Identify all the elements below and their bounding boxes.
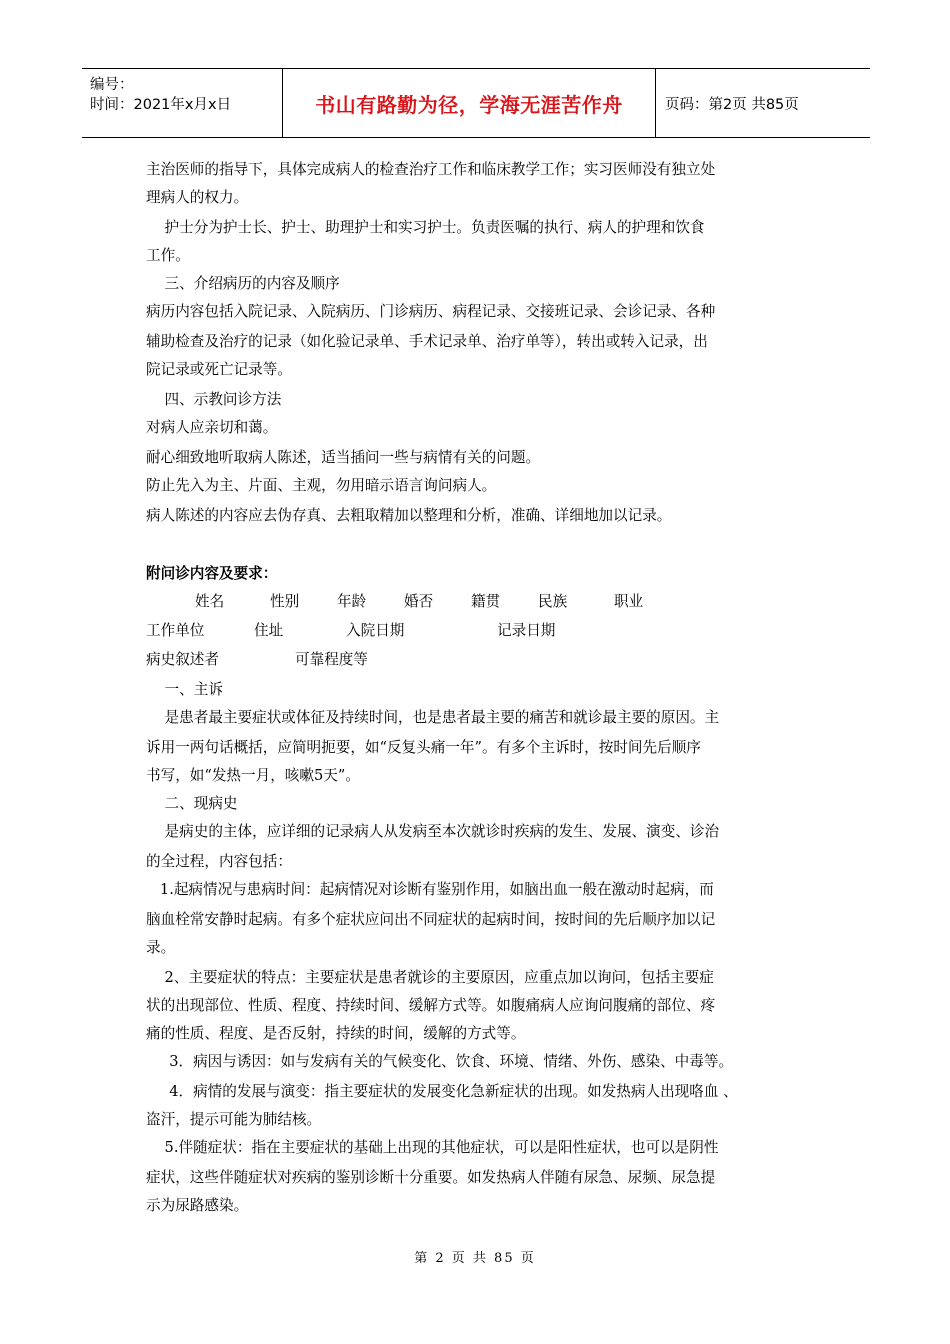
text-line: 理病人的权力。 [146,189,249,206]
text-line: 症状，这些伴随症状对疾病的鉴别诊断十分重要。如发热病人伴随有尿急、尿频、尿急提 [146,1169,716,1186]
text-line: 耐心细致地听取病人陈述，适当插问一些与病情有关的问题。 [146,449,541,466]
text-line: 盗汗，提示可能为肺结核。 [146,1111,322,1128]
field-label: 住址 [254,622,284,639]
text-line: 对病人应亲切和蔼。 [146,419,278,436]
text-line: 示为尿路感染。 [146,1197,249,1214]
field-label: 可靠程度等 [295,651,368,668]
section-heading: 四、示教问诊方法 [146,391,282,408]
header-page-cell [655,69,870,137]
text-line: 院记录或死亡记录等。 [146,361,292,378]
text-line: 3．病因与诱因：如与发病有关的气候变化、饮食、环境、情绪、外伤、感染、中毒等。 [146,1053,734,1070]
time-label: 时间：2021年x月x日 [90,97,232,113]
field-label: 入院日期 [346,622,405,639]
text-line: 1.起病情况与患病时间：起病情况对诊断有鉴别作用，如脑出血一般在激动时起病，而 [146,881,714,898]
text-line: 是病史的主体，应详细的记录病人从发病至本次就诊时疾病的发生、发展、演变、诊治 [146,823,720,840]
header-meta [82,69,282,137]
text-line: 防止先入为主、片面、主观，勿用暗示语言询问病人。 [146,477,497,494]
field-label: 职业 [614,593,644,610]
text-line: 痛的性质、程度、是否反射，持续的时间，缓解的方式等。 [146,1025,526,1042]
text-line: 4．病情的发展与演变：指主要症状的发展变化急新症状的出现。如发热病人出现咯血 、 [146,1083,738,1100]
text-line: 录。 [146,939,176,956]
text-line: 是患者最主要症状或体征及持续时间，也是患者最主要的痛苦和就诊最主要的原因。主 [146,709,720,726]
field-label: 籍贯 [471,593,501,610]
field-label: 工作单位 [146,622,205,639]
header-motto-cell [282,69,656,137]
text-line: 主治医师的指导下，具体完成病人的检查治疗工作和临床教学工作；实习医师没有独立处 [146,161,716,178]
text-line: 脑血栓常安静时起病。有多个症状应问出不同症状的起病时间，按时间的先后顺序加以记 [146,911,716,928]
appendix-title: 附问诊内容及要求： [146,565,278,582]
text-line: 的全过程，内容包括： [146,853,292,870]
text-line: 工作。 [146,247,190,264]
field-label: 婚否 [404,593,434,610]
text-line: 护士分为护士长、护士、助理护士和实习护士。负责医嘱的执行、病人的护理和饮食 [146,219,705,236]
section-heading: 二、现病史 [146,795,238,812]
text-line: 状的出现部位、性质、程度、持续时间、缓解方式等。如腹痛病人应询问腹痛的部位、疼 [146,997,716,1014]
section-heading: 三、介绍病历的内容及顺序 [146,275,340,292]
text-line: 辅助检查及治疗的记录（如化验记录单、手术记录单、治疗单等），转出或转入记录，出 [146,333,708,350]
text-line: 5.伴随症状：指在主要症状的基础上出现的其他症状，可以是阳性症状，也可以是阴性 [146,1139,719,1156]
text-line: 病历内容包括入院记录、入院病历、门诊病历、病程记录、交接班记录、会诊记录、各种 [146,303,716,320]
text-line: 2、主要症状的特点：主要症状是患者就诊的主要原因，应重点加以询问，包括主要症 [146,969,714,986]
page-header [82,68,870,138]
text-line: 诉用一两句话概括，应简明扼要，如“反复头痛一年”。有多个主诉时，按时间先后顺序 [146,739,701,756]
field-label: 姓名 [195,593,225,610]
field-label: 记录日期 [497,622,556,639]
motto: 书山有路勤为径，学海无涯苦作舟 [315,92,623,117]
page-label: 页码：第2页 共85页 [665,96,799,113]
field-label: 民族 [538,593,568,610]
field-label: 病史叙述者 [146,651,219,668]
field-label: 年龄 [337,593,367,610]
section-heading: 一、主诉 [146,681,223,698]
field-label: 性别 [270,593,300,610]
text-line: 病人陈述的内容应去伪存真、去粗取精加以整理和分析，准确、详细地加以记录。 [146,507,672,524]
text-line: 书写，如“发热一月，咳嗽5天”。 [146,767,360,784]
page-footer: 第 2 页 共 85 页 [414,1251,536,1266]
number-label: 编号： [90,77,134,93]
